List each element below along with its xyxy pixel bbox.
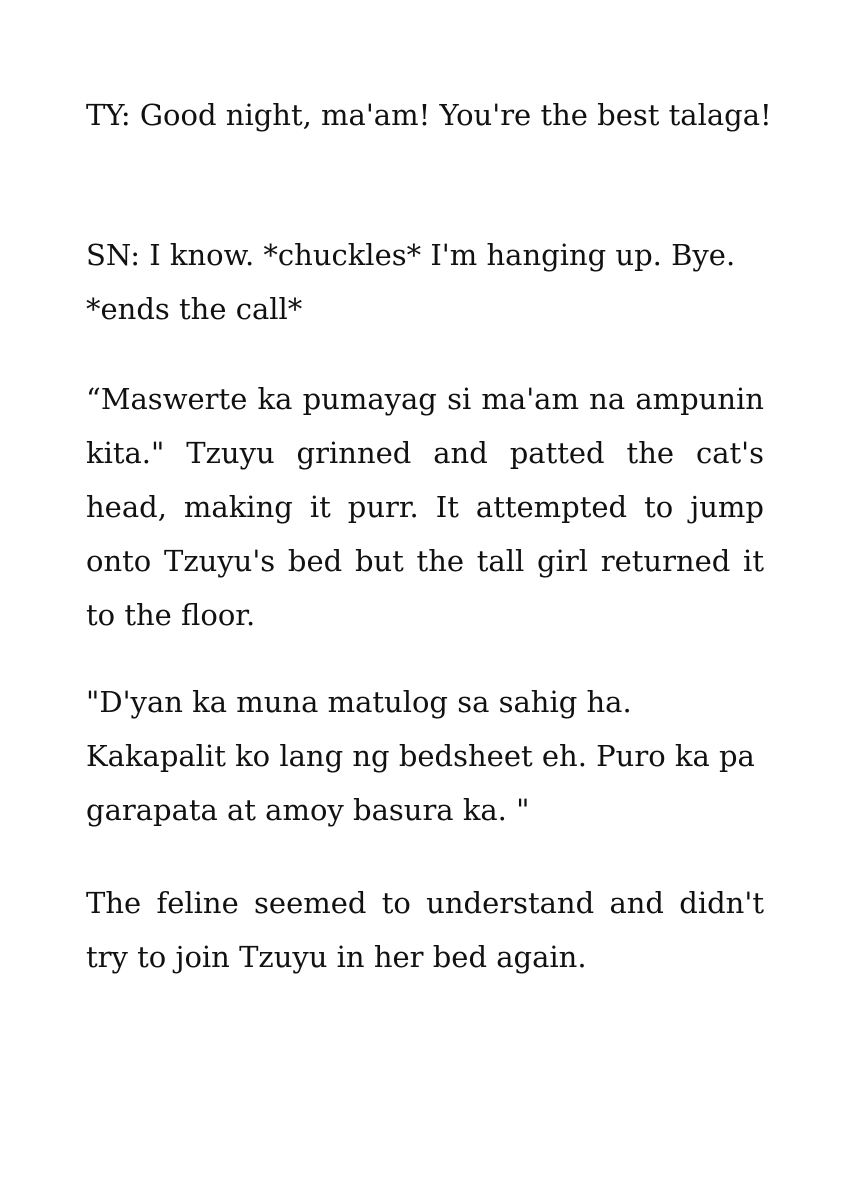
- paragraph-sn-reply: [86, 228, 764, 336]
- text-line: garapata at amoy basura ka. ": [86, 793, 530, 827]
- text-line: *ends the call*: [86, 292, 303, 326]
- text-line: "D'yan ka muna matulog sa sahig ha.: [86, 685, 632, 719]
- text-line: SN: I know. *chuckles* I'm hanging up. Bye.: [86, 238, 736, 272]
- text-line: TY: Good night, ma'am! You're the best talaga!: [86, 98, 772, 132]
- paragraph-dialogue-sahig: [86, 675, 764, 837]
- paragraph-narration-cat: “Maswerte ka pumayag si ma'am na ampunin kita." Tzuyu grinned and patted the cat's head, making it purr. It attempted to jump onto Tzuyu's bed but the tall girl returned it to the floor.: [86, 382, 764, 632]
- paragraph-ty-goodnight: [86, 88, 772, 142]
- text-line: Kakapalit ko lang ng bedsheet eh. Puro ka pa: [86, 739, 755, 773]
- paragraph-narration-feline: The feline seemed to understand and didn't try to join Tzuyu in her bed again.: [86, 886, 764, 974]
